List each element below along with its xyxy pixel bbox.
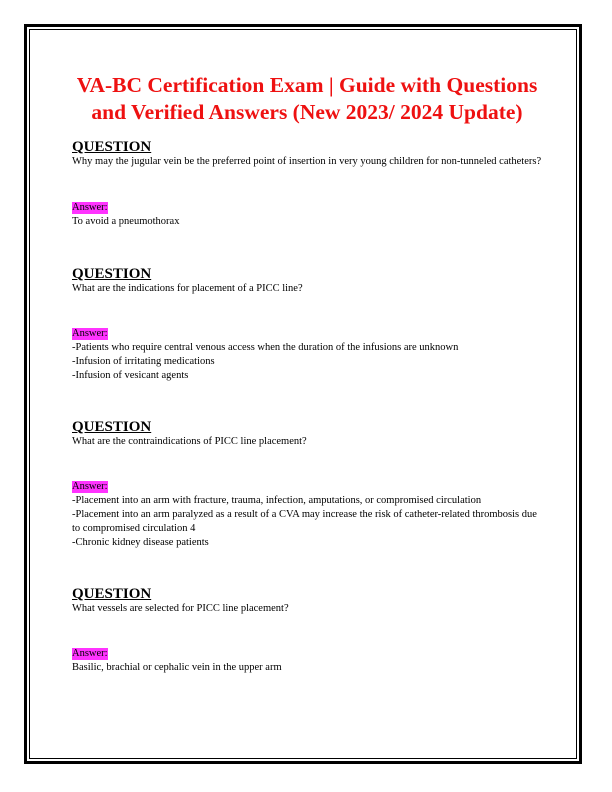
question-text: What are the indications for placement of a PICC line? [72, 283, 303, 294]
document-content [72, 72, 542, 675]
answer-line: Basilic, brachial or cephalic vein in the upper arm [72, 662, 282, 673]
answer-label: Answer: [72, 328, 108, 339]
qa-block-1 [72, 140, 542, 229]
question-text: What are the contraindications of PICC line placement? [72, 436, 307, 447]
question-heading: QUESTION [72, 139, 152, 155]
answer-line: -Infusion of vesicant agents [72, 370, 189, 381]
answer-line: -Infusion of irritating medications [72, 356, 215, 367]
question-heading: QUESTION [72, 419, 152, 435]
qa-block-3 [72, 420, 542, 550]
qa-block-4 [72, 587, 542, 675]
question-heading: QUESTION [72, 586, 152, 602]
answer-line: To avoid a pneumothorax [72, 216, 180, 227]
answer-line: -Placement into an arm with fracture, trauma, infection, amputations, or compromised circulation [72, 495, 482, 506]
answer-line: -Patients who require central venous access when the duration of the infusions are unknown [72, 342, 459, 353]
question-text: Why may the jugular vein be the preferred point of insertion in very young children for non-tunneled catheters? [72, 156, 542, 167]
answer-label: Answer: [72, 202, 108, 213]
question-heading: QUESTION [72, 266, 152, 282]
document-title: VA-BC Certification Exam | Guide with Questions and Verified Answers (New 2023/ 2024 Update) [76, 73, 538, 124]
qa-block-2 [72, 267, 542, 383]
answer-line: -Chronic kidney disease patients [72, 537, 209, 548]
answer-label: Answer: [72, 648, 108, 659]
answer-label: Answer: [72, 481, 108, 492]
answer-line: -Placement into an arm paralyzed as a result of a CVA may increase the risk of catheter-related thrombosis due to compromised circulation 4 [72, 509, 537, 534]
question-text: What vessels are selected for PICC line placement? [72, 603, 289, 614]
